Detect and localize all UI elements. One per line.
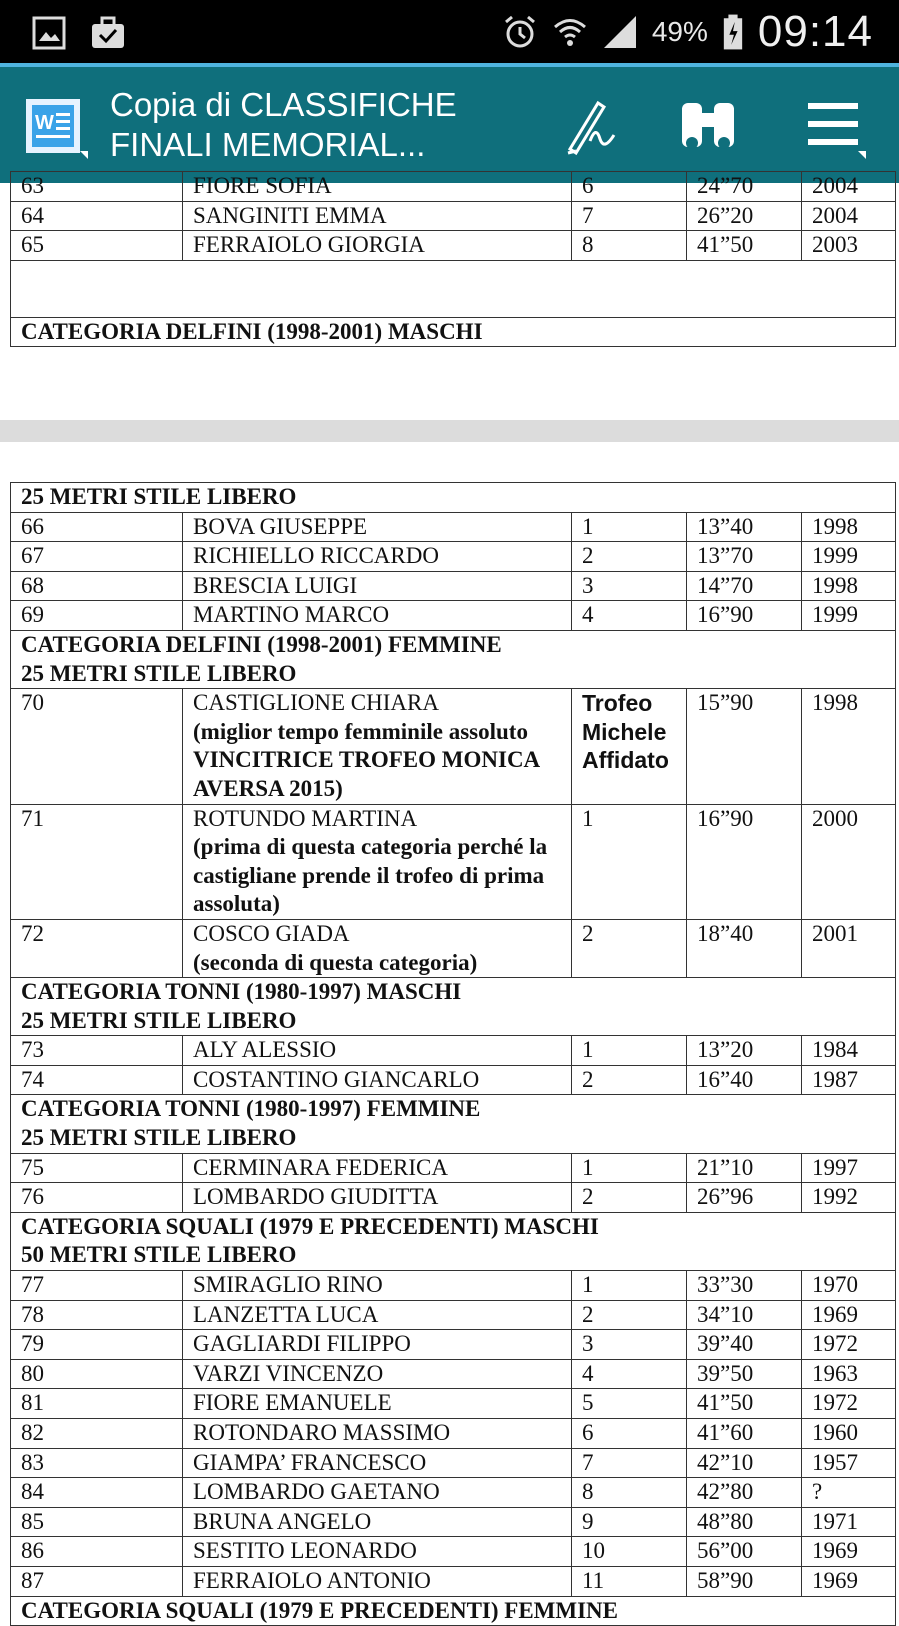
table-cell: 85	[11, 1507, 183, 1537]
cell-text: CATEGORIA DELFINI (1998-2001) FEMMINE	[21, 631, 502, 657]
table-cell: 2003	[802, 231, 896, 261]
table-cell: 5	[572, 1389, 687, 1419]
table-cell: 10	[572, 1537, 687, 1567]
page-separator	[0, 420, 899, 442]
table-cell: CATEGORIA DELFINI (1998-2001) MASCHI	[11, 317, 896, 347]
table-cell: MARTINO MARCO	[183, 601, 572, 631]
table-cell: 63	[11, 172, 183, 202]
table-cell: 2004	[802, 201, 896, 231]
table-cell: 13”20	[687, 1036, 802, 1066]
table-cell: COSTANTINO GIANCARLO	[183, 1065, 572, 1095]
cell-text: COSCO GIADA	[193, 920, 350, 946]
table-cell: 8	[572, 1478, 687, 1508]
category-header	[11, 1596, 896, 1626]
table-cell: 79	[11, 1330, 183, 1360]
table-cell	[183, 919, 572, 977]
table-cell: 13”40	[687, 512, 802, 542]
table-cell: SANGINITI EMMA	[183, 201, 572, 231]
table-cell: Trofeo Michele Affidato	[572, 689, 687, 804]
table-cell: 86	[11, 1537, 183, 1567]
table-cell: 1987	[802, 1065, 896, 1095]
cell-text: 25 METRI STILE LIBERO	[21, 1125, 297, 1151]
table-cell: 72	[11, 919, 183, 977]
table-row	[11, 1271, 896, 1301]
category-header	[11, 630, 896, 688]
status-bar	[0, 0, 899, 63]
table-cell: 25 METRI STILE LIBERO	[11, 483, 896, 513]
table-cell: 1972	[802, 1389, 896, 1419]
table-cell: FIORE SOFIA	[183, 172, 572, 202]
cell-text: 25 METRI STILE LIBERO	[21, 660, 297, 686]
table-cell: 34”10	[687, 1300, 802, 1330]
menu-icon[interactable]	[804, 95, 868, 159]
table-cell: 33”30	[687, 1271, 802, 1301]
category-header	[11, 1095, 896, 1153]
table-cell: 1957	[802, 1448, 896, 1478]
table-row	[11, 1183, 896, 1213]
cell-text: CATEGORIA SQUALI (1979 E PRECEDENTI) MASCHI	[21, 1213, 599, 1239]
table-cell: 81	[11, 1389, 183, 1419]
table-row	[11, 1359, 896, 1389]
cell-text: CATEGORIA TONNI (1980-1997) FEMMINE	[21, 1096, 481, 1122]
table-cell: 2	[572, 542, 687, 572]
table-cell	[183, 804, 572, 919]
table-cell: 4	[572, 601, 687, 631]
table-cell: FERRAIOLO GIORGIA	[183, 231, 572, 261]
table-cell: 1969	[802, 1537, 896, 1567]
table-cell: 7	[572, 201, 687, 231]
table-row	[11, 1036, 896, 1066]
table-cell: 1972	[802, 1330, 896, 1360]
table-cell: 3	[572, 571, 687, 601]
table-row	[11, 1419, 896, 1449]
table-cell	[11, 1095, 896, 1153]
table-cell: 41”60	[687, 1419, 802, 1449]
briefcase-icon	[90, 15, 126, 51]
table-cell: 78	[11, 1300, 183, 1330]
document-page-1	[0, 173, 899, 420]
table-cell: 41”50	[687, 1389, 802, 1419]
table-cell	[11, 978, 896, 1036]
table-cell: 74	[11, 1065, 183, 1095]
table-cell: 15”90	[687, 689, 802, 804]
table-cell: 56”00	[687, 1537, 802, 1567]
table-cell: 48”80	[687, 1507, 802, 1537]
table-cell: 14”70	[687, 571, 802, 601]
table-cell: 42”10	[687, 1448, 802, 1478]
table-cell: 69	[11, 601, 183, 631]
cell-text: (seconda di questa categoria)	[193, 949, 478, 975]
table-cell: 8	[572, 231, 687, 261]
edit-pen-icon[interactable]	[560, 95, 624, 159]
table-cell: 2	[572, 1300, 687, 1330]
table-row	[11, 1478, 896, 1508]
table-cell: 9	[572, 1507, 687, 1537]
cell-text: (prima di questa categoria perché la castigliane prende il trofeo di prima assoluta)	[193, 834, 548, 917]
title-line-1: Copia di CLASSIFICHE	[110, 86, 457, 123]
table-cell: 84	[11, 1478, 183, 1508]
table-cell: 68	[11, 571, 183, 601]
table-row	[11, 601, 896, 631]
table-cell: VARZI VINCENZO	[183, 1359, 572, 1389]
table-cell: GAGLIARDI FILIPPO	[183, 1330, 572, 1360]
table-cell: 16”90	[687, 601, 802, 631]
cell-text: ROTUNDO MARTINA	[193, 805, 418, 831]
table-cell: 1999	[802, 601, 896, 631]
table-cell: 2004	[802, 172, 896, 202]
table-cell: 1960	[802, 1419, 896, 1449]
table-row	[11, 1537, 896, 1567]
table-cell: 70	[11, 689, 183, 804]
table-row	[11, 260, 896, 317]
table-cell: 1	[572, 512, 687, 542]
table-cell: 83	[11, 1448, 183, 1478]
table-cell: 2	[572, 1065, 687, 1095]
table-row	[11, 571, 896, 601]
table-row	[11, 1330, 896, 1360]
table-cell: 1969	[802, 1300, 896, 1330]
table-cell: 18”40	[687, 919, 802, 977]
table-cell: 2	[572, 919, 687, 977]
table-cell	[11, 1212, 896, 1270]
table-cell: 75	[11, 1153, 183, 1183]
table-cell: 1998	[802, 689, 896, 804]
table-cell: ROTONDARO MASSIMO	[183, 1419, 572, 1449]
alarm-icon	[502, 14, 538, 50]
table-cell: 21”10	[687, 1153, 802, 1183]
table-cell: 1969	[802, 1566, 896, 1596]
table-row	[11, 1389, 896, 1419]
table-cell: 39”40	[687, 1330, 802, 1360]
cell-text: CATEGORIA TONNI (1980-1997) MASCHI	[21, 979, 462, 1005]
table-cell: 65	[11, 231, 183, 261]
table-cell: BOVA GIUSEPPE	[183, 512, 572, 542]
table-cell: FERRAIOLO ANTONIO	[183, 1566, 572, 1596]
table-cell: LOMBARDO GIUDITTA	[183, 1183, 572, 1213]
table-cell: 3	[572, 1330, 687, 1360]
table-cell: 1970	[802, 1271, 896, 1301]
table-cell: 1998	[802, 571, 896, 601]
table-row	[11, 804, 896, 919]
table-cell	[11, 630, 896, 688]
signal-icon	[602, 14, 638, 50]
table-row	[11, 1448, 896, 1478]
results-table-2	[10, 482, 896, 1626]
table-cell: 71	[11, 804, 183, 919]
table-cell: 77	[11, 1271, 183, 1301]
table-row	[11, 1300, 896, 1330]
category-header	[11, 1212, 896, 1270]
event-header	[11, 483, 896, 513]
table-cell: 80	[11, 1359, 183, 1389]
table-cell: 1998	[802, 512, 896, 542]
table-cell: 2001	[802, 919, 896, 977]
document-page-2	[0, 442, 899, 1623]
table-cell: 16”40	[687, 1065, 802, 1095]
table-cell: 13”70	[687, 542, 802, 572]
table-row	[11, 1065, 896, 1095]
table-cell: 58”90	[687, 1566, 802, 1596]
battery-percent: 49%	[651, 16, 708, 47]
table-cell: 73	[11, 1036, 183, 1066]
table-cell: 1984	[802, 1036, 896, 1066]
cell-text: 50 METRI STILE LIBERO	[21, 1242, 297, 1268]
table-row	[11, 919, 896, 977]
table-cell: 82	[11, 1419, 183, 1449]
table-row	[11, 689, 896, 804]
table-row	[11, 201, 896, 231]
table-cell: 1997	[802, 1153, 896, 1183]
table-cell: 24”70	[687, 172, 802, 202]
table-cell: 66	[11, 512, 183, 542]
battery-icon	[722, 12, 744, 52]
cell-text: CASTIGLIONE CHIARA	[193, 690, 439, 716]
table-row	[11, 512, 896, 542]
table-cell: 39”50	[687, 1359, 802, 1389]
table-cell: ALY ALESSIO	[183, 1036, 572, 1066]
title-line-2: FINALI MEMORIAL...	[110, 126, 426, 163]
table-cell: SESTITO LEONARDO	[183, 1537, 572, 1567]
table-cell: BRUNA ANGELO	[183, 1507, 572, 1537]
cell-text: 25 METRI STILE LIBERO	[21, 1007, 297, 1033]
table-row	[11, 1566, 896, 1596]
table-cell: 1999	[802, 542, 896, 572]
table-row	[11, 542, 896, 572]
table-cell: 42”80	[687, 1478, 802, 1508]
document-title	[110, 85, 457, 165]
table-cell: 1963	[802, 1359, 896, 1389]
table-cell: RICHIELLO RICCARDO	[183, 542, 572, 572]
table-cell: 41”50	[687, 231, 802, 261]
table-cell: 64	[11, 201, 183, 231]
table-cell: 26”20	[687, 201, 802, 231]
table-cell: 6	[572, 1419, 687, 1449]
table-cell: 1971	[802, 1507, 896, 1537]
table-cell: 76	[11, 1183, 183, 1213]
table-cell: GIAMPA’ FRANCESCO	[183, 1448, 572, 1478]
table-cell: 2	[572, 1183, 687, 1213]
table-cell: 6	[572, 172, 687, 202]
table-cell: 67	[11, 542, 183, 572]
table-row	[11, 231, 896, 261]
table-row	[11, 1153, 896, 1183]
table-row	[11, 172, 896, 202]
table-cell: BRESCIA LUIGI	[183, 571, 572, 601]
cell-text: (miglior tempo femminile assoluto VINCITRICE TROFEO MONICA AVERSA 2015)	[193, 718, 539, 801]
app-bar	[0, 63, 899, 183]
table-cell: FIORE EMANUELE	[183, 1389, 572, 1419]
table-cell: 1	[572, 1271, 687, 1301]
results-table-1	[10, 171, 896, 347]
table-row	[11, 1507, 896, 1537]
table-cell: SMIRAGLIO RINO	[183, 1271, 572, 1301]
table-cell	[11, 260, 896, 317]
table-cell: 4	[572, 1359, 687, 1389]
table-cell: 1	[572, 1153, 687, 1183]
category-header	[11, 317, 896, 347]
binoculars-icon[interactable]	[676, 95, 740, 159]
table-cell: ?	[802, 1478, 896, 1508]
table-cell: 1992	[802, 1183, 896, 1213]
table-cell: LOMBARDO GAETANO	[183, 1478, 572, 1508]
table-cell: 2000	[802, 804, 896, 919]
table-cell: 7	[572, 1448, 687, 1478]
table-cell: 87	[11, 1566, 183, 1596]
category-header	[11, 978, 896, 1036]
clock: 09:14	[757, 7, 873, 56]
table-cell: 11	[572, 1566, 687, 1596]
table-cell: 16”90	[687, 804, 802, 919]
table-cell: CERMINARA FEDERICA	[183, 1153, 572, 1183]
word-doc-icon[interactable]	[24, 95, 84, 159]
wifi-icon	[552, 14, 588, 50]
table-cell: 26”96	[687, 1183, 802, 1213]
table-cell: LANZETTA LUCA	[183, 1300, 572, 1330]
table-cell	[183, 689, 572, 804]
table-cell: CATEGORIA SQUALI (1979 E PRECEDENTI) FEMMINE	[11, 1596, 896, 1626]
table-cell: 1	[572, 804, 687, 919]
table-cell: 1	[572, 1036, 687, 1066]
svg-text:W: W	[35, 112, 54, 134]
gallery-icon	[32, 15, 68, 51]
